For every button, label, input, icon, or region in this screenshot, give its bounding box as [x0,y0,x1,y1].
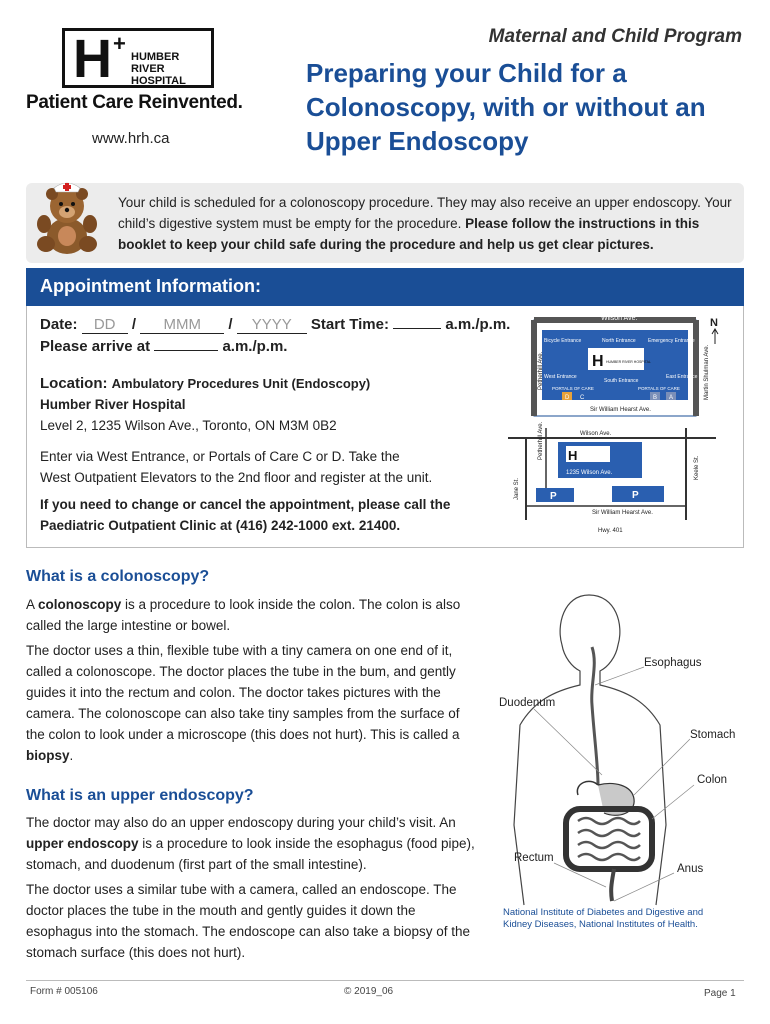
copyright: © 2019_06 [344,986,394,997]
colonoscopy-p2-a: The doctor uses a thin, flexible tube with a tiny camera on one end of it, called a colonoscope. The doctor places the tube in the bum, and gently guides it into the rectum and colon. The doctor takes pictures with the camera. The colonoscope can also take tiny samples from the surface of the colon to look under a microscope (this does not hurt). This is called a [26,643,460,742]
map-gate-a: A [669,395,674,401]
label-stomach: Stomach [690,729,736,741]
date-yyyy-field[interactable]: YYYY [237,316,307,334]
map-gate-c: C [580,395,585,401]
footer-divider [26,980,744,981]
date-sep-2: / [228,316,233,333]
page-number: Page 1 [704,988,736,999]
form-number: Form # 005106 [30,986,98,997]
label-esophagus: Esophagus [644,657,702,669]
map-martin-label: Martin Shulman Ave. [704,344,710,400]
logo-name-line1: HUMBER RIVER [131,51,180,75]
appointment-heading: Appointment Information: [40,276,261,296]
hospital-name: Humber River Hospital [40,397,186,412]
location-unit: Ambulatory Procedures Unit (Endoscopy) [111,376,371,391]
start-ampm: a.m./p.m. [445,316,511,333]
website-link[interactable]: www.hrh.ca [92,130,170,147]
map-parking-1: P [550,491,557,502]
arrive-ampm: a.m./p.m. [222,338,288,355]
colonoscopy-p1-b: colonoscopy [38,597,122,612]
map-wilson2-label: Wilson Ave. [580,431,612,437]
map-gate-b: B [653,395,658,401]
label-anus: Anus [677,863,704,875]
colonoscopy-p1-a: A [26,597,39,612]
intro-plain: Your child is scheduled for a colonoscopy procedure. They may also receive an upper endoscopy. Your child’s digestive system must be empty for the procedure. [118,195,732,231]
colonoscopy-p2-c: . [69,748,74,763]
colonoscopy-para2 [26,640,476,766]
map-north-label: N [710,317,718,329]
program-name: Maternal and Child Program [488,26,742,47]
map-hwy-label: Hwy. 401 [598,528,623,534]
endoscopy-p1-a: The doctor may also do an upper endoscopy during your child’s visit. An [26,815,456,830]
map-pethe-label: Petherhill Ave. [538,351,544,390]
map-address: 1235 Wilson Ave. [566,470,613,476]
colonoscopy-p2-b: biopsy [26,748,70,763]
intro-bold: Please follow the instructions in this booklet to keep your child safe during the procedure and help us get clear pictures. [118,216,700,252]
image-credit: National Institute of Diabetes and Digestive and Kidney Diseases, National Institutes of Health. [503,907,704,930]
endoscopy-para1 [26,812,476,875]
arrive-row [40,338,287,355]
tagline: Patient Care Reinvented. [26,92,243,113]
logo-name-line2: HOSPITAL [131,75,186,87]
title-line1: Preparing your Child for a [306,58,627,88]
colonoscopy-heading: What is a colonoscopy? [26,568,210,585]
map-emergency-entrance: Emergency Entrance [648,338,695,344]
directions-line1: Enter via West Entrance, or Portals of Care C or D. Take the [40,449,400,464]
location-label: Location: [40,375,108,392]
title-line2: Colonoscopy, with or without an [306,92,706,122]
date-row [40,316,510,334]
map-wilson-label: Wilson Ave. [601,315,638,322]
endoscopy-heading: What is an upper endoscopy? [26,787,254,804]
date-dd-field[interactable]: DD [82,316,128,334]
directions-line2: West Outpatient Elevators to the 2nd floor and register at the unit. [40,470,433,485]
contact-line2: Paediatric Outpatient Clinic at (416) 242-1000 ext. 21400. [40,518,401,533]
contact-line1: If you need to change or cancel the appointment, please call the [40,497,451,512]
label-duodenum: Duodenum [499,697,556,709]
hospital-logo [62,28,214,88]
arrive-label: Please arrive at [40,338,151,355]
map-parking-2: P [632,490,639,501]
map-bicycle-label: Bicycle Entrance [544,338,582,344]
map-west-entrance: West Entrance [544,374,577,380]
date-mmm-field[interactable]: MMM [140,316,224,334]
start-time-field[interactable] [393,328,441,329]
digestive-system-illustration [494,585,744,915]
label-colon: Colon [697,774,728,786]
map-portals-right: PORTALS OF CARE [638,386,680,391]
endoscopy-p1-b: upper endoscopy [26,836,139,851]
title-line3: Upper Endoscopy [306,126,529,156]
arrive-time-field[interactable] [154,350,218,351]
map-bottom-logo-h: H [568,448,578,463]
label-rectum: Rectum [514,852,554,864]
map-logo-text: HUMBER RIVER HOSPITAL [606,360,651,364]
map-logo-h: H [592,353,604,370]
hospital-address: Level 2, 1235 Wilson Ave., Toronto, ON M3M 0B2 [40,418,337,433]
endoscopy-para2: The doctor uses a similar tube with a camera, called an endoscope. The doctor places the tube in the mouth and gently guides it down the esophagus into the stomach. The endoscope can also take a biopsy of the stomach surface (this does not hurt). [26,882,471,960]
teddy-bear-nurse-icon [32,178,102,260]
date-sep-1: / [131,316,137,333]
map-keele-label: Keele St. [694,455,700,480]
map-gate-d: D [565,395,570,401]
colonoscopy-p1-c: is a procedure to look inside the colon. The colon is also called the large intestine or bowel. [26,597,461,633]
date-label: Date: [40,316,78,333]
start-time-label: Start Time: [310,316,389,333]
map-portals-left: PORTALS OF CARE [552,386,594,391]
endoscopy-p1-c: is a procedure to look inside the esophagus (food pipe), stomach, and duodenum (first part of the small intestine). [26,836,475,872]
map-jane-label: Jane St. [514,477,520,500]
map-pethe2-label: Petherhill Ave. [538,421,544,460]
map-south-entrance: South Entrance [604,378,639,384]
hospital-map [506,310,726,540]
map-hearst2-label: Sir William Hearst Ave. [592,510,653,516]
logo-name [131,51,211,87]
map-east-entrance: East Entrance [666,374,698,380]
logo-plus-mark: + [113,31,126,56]
map-north-entrance: North Entrance [602,338,636,344]
intro-text [118,192,738,255]
page-title [306,56,746,158]
colonoscopy-para1 [26,594,476,636]
location-row [40,375,370,392]
logo-h-mark: H [73,29,112,89]
map-hearst-label: Sir William Hearst Ave. [590,407,651,413]
